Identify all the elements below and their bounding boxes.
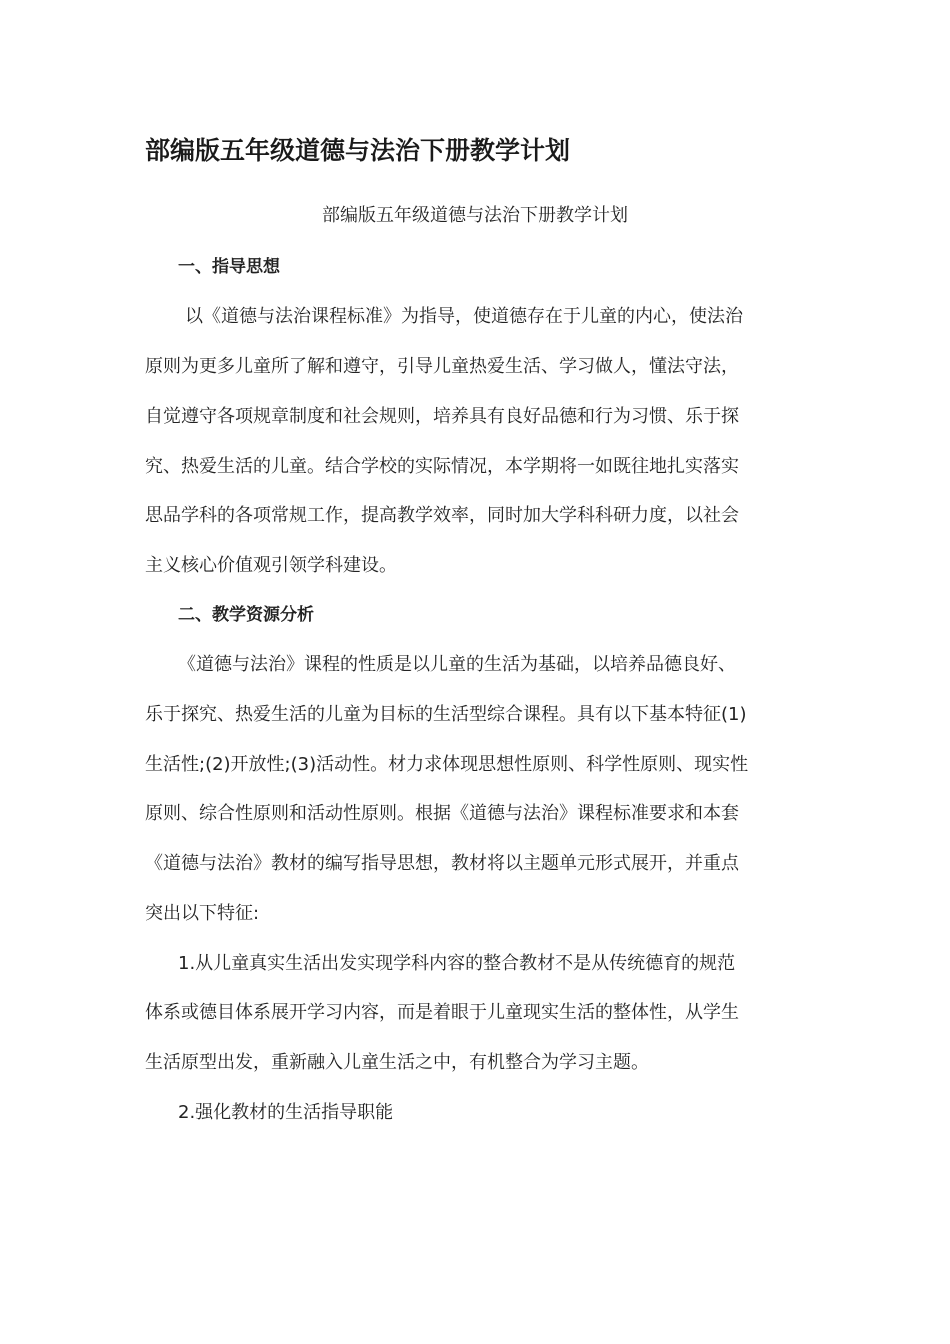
paragraph-line: 生活性;(2)开放性;(3)活动性。材力求体现思想性原则、科学性原则、现实性	[145, 754, 749, 775]
section-heading-resource-analysis: 二、教学资源分析	[178, 605, 314, 625]
paragraph-line: 究、热爱生活的儿童。结合学校的实际情况，本学期将一如既往地扎实落实	[145, 456, 739, 477]
paragraph-line: 《道德与法治》教材的编写指导思想，教材将以主题单元形式展开，并重点	[145, 853, 739, 874]
paragraph-line: 《道德与法治》课程的性质是以儿童的生活为基础，以培养品德良好、	[178, 654, 736, 675]
document-title: 部编版五年级道德与法治下册教学计划	[145, 136, 571, 165]
paragraph-line: 主义核心价值观引领学科建设。	[145, 555, 397, 576]
paragraph-line: 生活原型出发，重新融入儿童生活之中，有机整合为学习主题。	[145, 1052, 649, 1073]
paragraph-line: 原则、综合性原则和活动性原则。根据《道德与法治》课程标准要求和本套	[145, 803, 739, 824]
paragraph-line: 自觉遵守各项规章制度和社会规则，培养具有良好品德和行为习惯、乐于探	[145, 406, 739, 427]
document-subtitle: 部编版五年级道德与法治下册教学计划	[322, 205, 628, 226]
list-item-point-1: 1.从儿童真实生活出发实现学科内容的整合教材不是从传统德育的规范	[178, 953, 736, 974]
paragraph-line: 原则为更多儿童所了解和遵守，引导儿童热爱生活、学习做人，懂法守法，	[145, 356, 739, 377]
paragraph-line: 突出以下特征:	[145, 903, 260, 924]
paragraph-line: 思品学科的各项常规工作，提高教学效率，同时加大学科科研力度，以社会	[145, 505, 739, 526]
paragraph-line: 体系或德目体系展开学习内容，而是着眼于儿童现实生活的整体性，从学生	[145, 1002, 739, 1023]
section-heading-guiding-ideology: 一、指导思想	[178, 257, 280, 277]
paragraph-line: 以《道德与法治课程标准》为指导，使道德存在于儿童的内心，使法治	[185, 306, 743, 327]
list-item-point-2: 2.强化教材的生活指导职能	[178, 1102, 394, 1123]
paragraph-line: 乐于探究、热爱生活的儿童为目标的生活型综合课程。具有以下基本特征(1)	[145, 704, 747, 725]
